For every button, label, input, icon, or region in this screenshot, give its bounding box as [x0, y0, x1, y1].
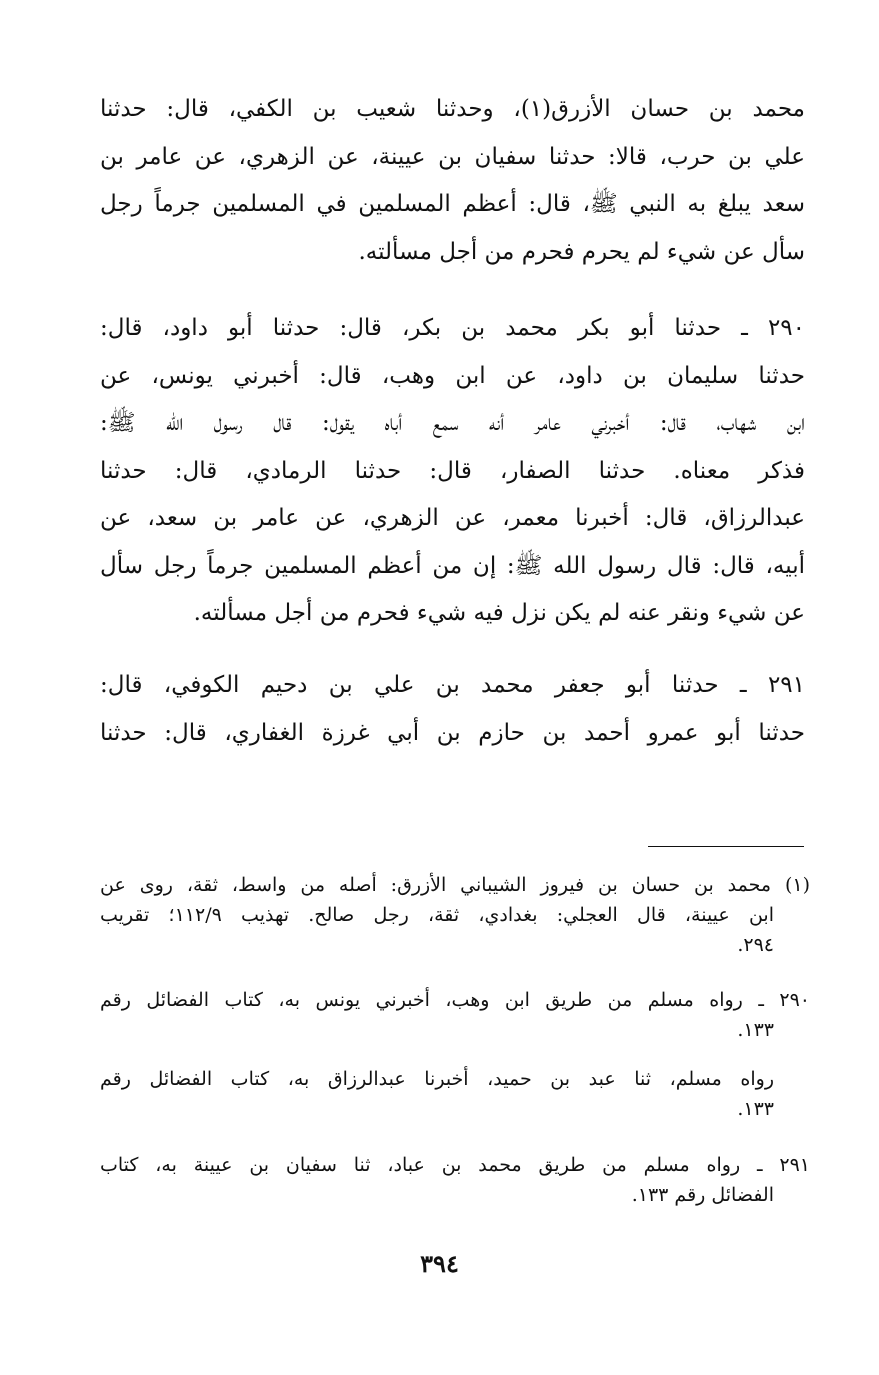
text-line: حدثنا سليمان بن داود، عن ابن وهب، قال: أخبرني يونس، عن [100, 362, 805, 389]
footnote-line: ١٣٣. [737, 1019, 774, 1041]
footnote-separator [648, 846, 804, 847]
footnote-line: ٢٩٤. [737, 934, 774, 956]
text-line: محمد بن حسان الأزرق(١)، وحدثنا شعيب بن الكفي، قال: حدثنا [100, 96, 805, 122]
footnote-line: ٢٩١ ـ رواه مسلم من طريق محمد بن عباد، ثنا سفيان بن عيينة به، كتاب [100, 1154, 810, 1176]
footnote-line: ١٣٣. [737, 1098, 774, 1120]
footnote-290-b [100, 1064, 810, 1124]
text-line: سأل عن شيء لم يحرم فحرم من أجل مسألته. [358, 238, 805, 265]
text-line: علي بن حرب، قالا: حدثنا سفيان بن عيينة، عن الزهري، عن عامر بن [100, 143, 805, 170]
footnote-line: الفضائل رقم ١٣٣. [631, 1184, 774, 1206]
footnote-line: ابن عيينة، قال العجلي: بغدادي، ثقة، رجل صالح. تهذيب ١١٢/٩؛ تقريب [100, 904, 774, 926]
text-line: ٢٩٠ ـ حدثنا أبو بكر محمد بن بكر، قال: حدثنا أبو داود، قال: [100, 315, 805, 341]
page-number: ٣٩٤ [420, 1249, 459, 1278]
text-line: عن شيء ونقر عنه لم يكن نزل فيه شيء فحرم من أجل مسألته. [193, 600, 805, 626]
text-line: حدثنا أبو عمرو أحمد بن حازم بن أبي غرزة الغفاري، قال: حدثنا [100, 719, 805, 746]
footnote-1 [100, 870, 810, 960]
footnote-290 [100, 985, 810, 1045]
text-line: عبدالرزاق، قال: أخبرنا معمر، عن الزهري، عن عامر بن سعد، عن [100, 505, 805, 531]
text-line: سعد يبلغ به النبي ﷺ، قال: أعظم المسلمين في المسلمين جرماً رجل [100, 191, 805, 217]
text-line: ٢٩١ ـ حدثنا أبو جعفر محمد بن علي بن دحيم الكوفي، قال: [100, 672, 805, 698]
text-line: ابن شهاب، قال: أخبرني عامر أنه سمع أباه يقول: قال رسول الله ﷺ: [100, 410, 805, 436]
footnote-line: ٢٩٠ ـ رواه مسلم من طريق ابن وهب، أخبرني يونس به، كتاب الفضائل رقم [100, 989, 810, 1011]
hadith-290 [100, 305, 805, 638]
paragraph-continuation [100, 86, 805, 276]
hadith-291 [100, 662, 805, 757]
footnote-line: رواه مسلم، ثنا عبد بن حميد، أخبرنا عبدالرزاق به، كتاب الفضائل رقم [100, 1068, 774, 1090]
text-line: أبيه، قال: قال رسول الله ﷺ: إن من أعظم المسلمين جرماً رجل سأل [100, 552, 805, 579]
text-line: فذكر معناه. حدثنا الصفار، قال: حدثنا الرمادي، قال: حدثنا [100, 457, 805, 484]
footnote-291 [100, 1150, 810, 1210]
footnote-line: (١) محمد بن حسان بن فيروز الشيباني الأزرق: أصله من واسط، ثقة، روى عن [100, 874, 810, 896]
